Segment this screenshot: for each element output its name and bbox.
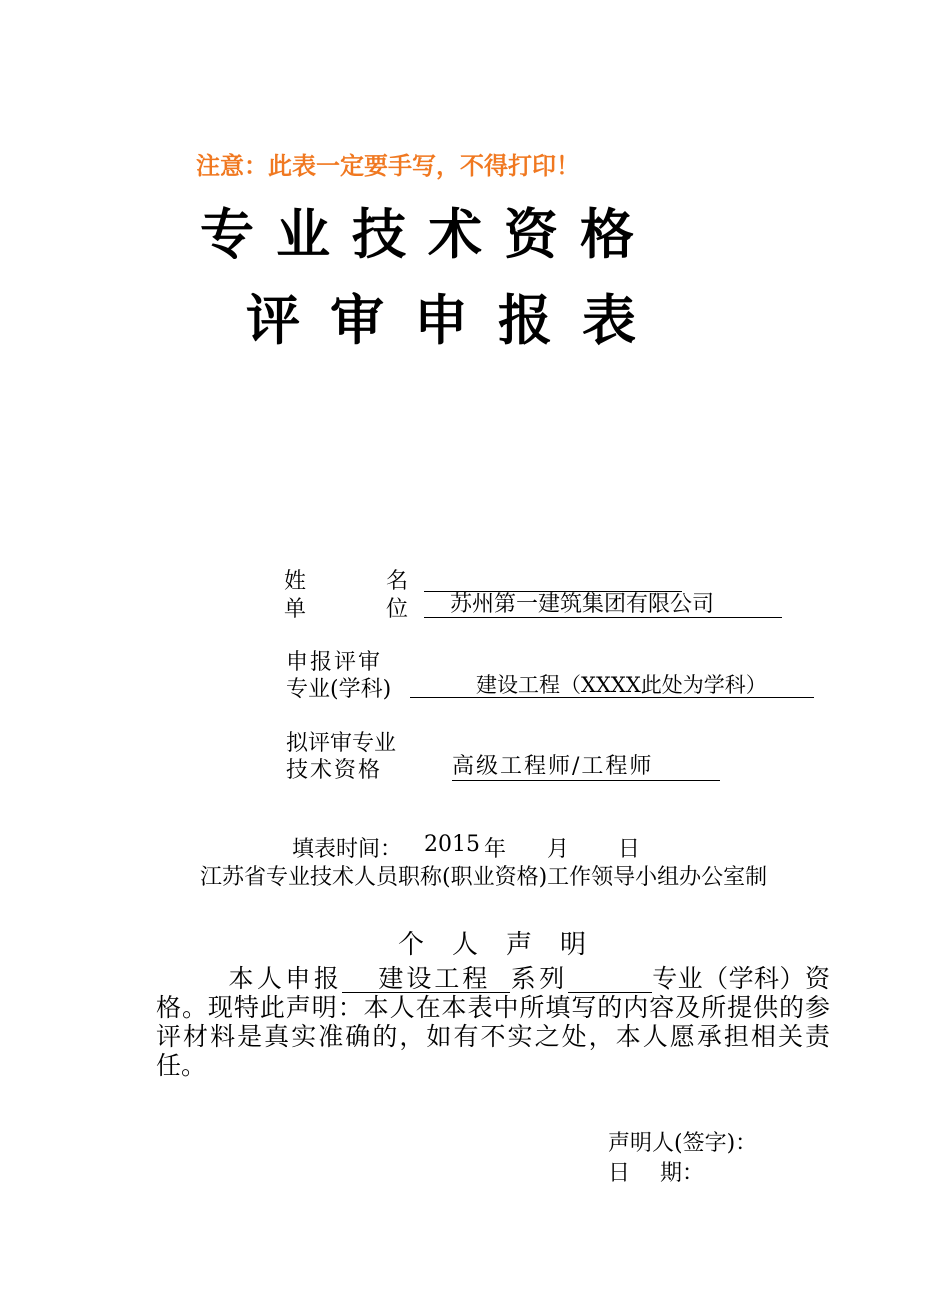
declaration-part3: 专业（学科）资格。现特此声明：本人在本表中所填写的内容及所提供的参评材料是真实准确的，如有不实之处，本人愿承担相关责任。 [156,964,830,1080]
declaration-series-field[interactable]: 建设工程 [342,966,510,993]
declaration-title: 个人声明 [398,930,615,960]
issuer-text: 江苏省专业技术人员职称(职业资格)工作领导小组办公室制 [200,865,768,890]
declaration-part2: 系列 [510,964,568,993]
fill-date-year-unit: 年 [484,837,507,862]
declaration-part1: 本人申报 [228,964,343,993]
signer-label: 声明人(签字)： [608,1131,758,1156]
unit-label-a: 单 [284,597,307,622]
name-field[interactable] [424,565,682,592]
declaration-body [156,964,830,1080]
fill-date-label: 填表时间： [292,837,403,862]
qualification-label-line1: 拟评审专业 [286,731,397,756]
qualification-label-line2: 技术资格 [286,758,383,783]
declaration-major-field[interactable] [568,966,652,993]
qualification-field[interactable]: 高级工程师/工程师 [452,754,720,781]
fill-date-month-unit: 月 [547,837,570,862]
major-label-line1: 申报评审 [286,650,383,675]
form-title-line2: 评审申报表 [246,289,666,352]
unit-field[interactable]: 苏州第一建筑集团有限公司 [424,592,782,618]
major-label-line2: 专业(学科) [286,677,392,702]
form-title-line1: 专业技术资格 [200,203,656,266]
unit-label-b: 位 [386,597,409,622]
fill-date-year[interactable]: 2015 [424,832,480,857]
sign-date-label-b: 期： [660,1161,705,1186]
sign-date-label-a: 日 [608,1161,631,1186]
fill-date-day-unit: 日 [618,837,641,862]
name-label-b: 名 [386,569,409,594]
handwrite-notice: 注意：此表一定要手写，不得打印！ [196,152,580,180]
major-field[interactable]: 建设工程（XXXX此处为学科） [410,672,814,698]
name-label-a: 姓 [284,569,307,594]
